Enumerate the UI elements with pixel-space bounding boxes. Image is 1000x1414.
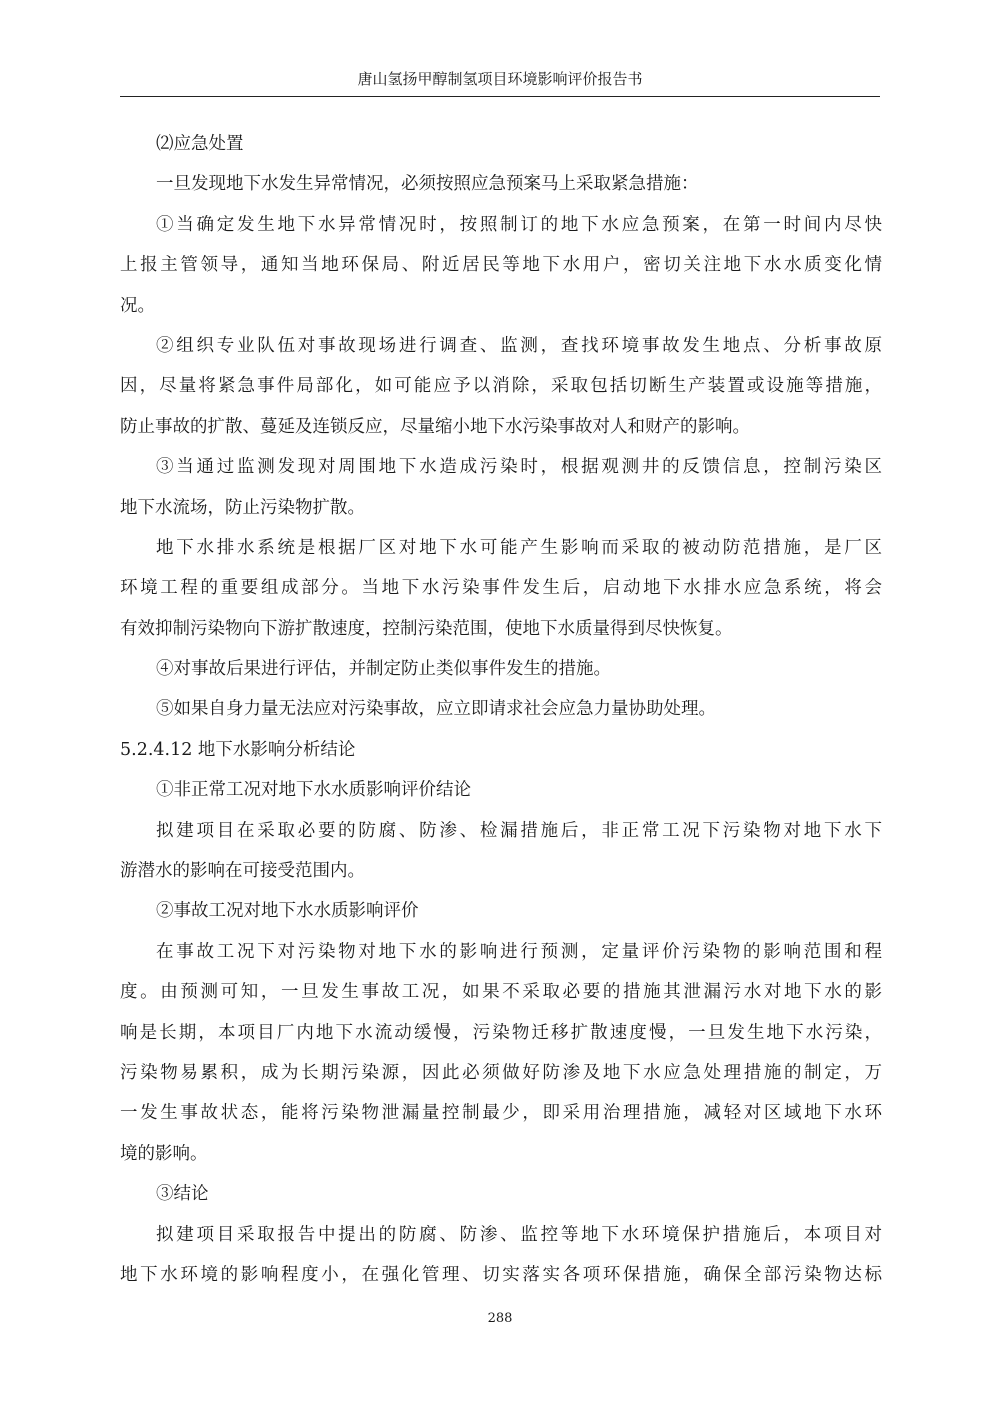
text-line: 度。由预测可知，一旦发生事故工况，如果不采取必要的措施其泄漏污水对地下水的影 [120,982,882,1003]
text-line: ①非正常工况对地下水水质影响评价结论 [156,780,471,801]
text-line: ⑵应急处置 [156,134,244,154]
text-line: 因，尽量将紧急事件局部化，如可能应予以消除，采取包括切断生产装置或设施等措施， [120,376,882,397]
text-line: ②组织专业队伍对事故现场进行调查、监测，查找环境事故发生地点、分析事故原 [156,335,882,356]
page-header-title: 唐山氢扬甲醇制氢项目环境影响评价报告书 [357,70,643,88]
text-line: 上报主管领导，通知当地环保局、附近居民等地下水用户，密切关注地下水水质变化情 [120,255,882,276]
text-line: 有效抑制污染物向下游扩散速度，控制污染范围，使地下水质量得到尽快恢复。 [120,618,733,639]
text-line: 污染物易累积，成为长期污染源，因此必须做好防渗及地下水应急处理措施的制定，万 [120,1062,882,1083]
text-line: 拟建项目采取报告中提出的防腐、防渗、监控等地下水环境保护措施后，本项目对 [156,1224,882,1245]
text-line: 环境工程的重要组成部分。当地下水污染事件发生后，启动地下水排水应急系统，将会 [120,578,882,599]
text-line: ⑤如果自身力量无法应对污染事故，应立即请求社会应急力量协助处理。 [156,699,716,720]
page-number: 288 [487,1311,513,1326]
text-line: 况。 [120,295,155,316]
text-line: 响是长期，本项目厂内地下水流动缓慢，污染物迁移扩散速度慢，一旦发生地下水污染， [120,1022,882,1043]
text-line: ③结论 [156,1184,209,1205]
text-line: ④对事故后果进行评估，并制定防止类似事件发生的措施。 [156,659,611,680]
text-line: 一旦发现地下水发生异常情况，必须按照应急预案马上采取紧急措施： [156,174,699,195]
text-line: 拟建项目在采取必要的防腐、防渗、检漏措施后，非正常工况下污染物对地下水下 [156,820,882,841]
text-line: 地下水排水系统是根据厂区对地下水可能产生影响而采取的被动防范措施，是厂区 [156,537,882,558]
document-body [120,124,882,1295]
text-line: 游潜水的影响在可接受范围内。 [120,861,365,882]
text-line: 5.2.4.12 地下水影响分析结论 [120,739,356,760]
text-line: 境的影响。 [120,1143,208,1164]
text-line: 地下水流场，防止污染物扩散。 [120,497,365,518]
header-divider [120,96,880,97]
text-line: 地下水环境的影响程度小，在强化管理、切实落实各项环保措施，确保全部污染物达标 [120,1264,882,1285]
text-line: 一发生事故状态，能将污染物泄漏量控制最少，即采用治理措施，减轻对区域地下水环 [120,1103,882,1124]
text-line: 防止事故的扩散、蔓延及连锁反应，尽量缩小地下水污染事故对人和财产的影响。 [120,416,750,437]
text-line: ②事故工况对地下水水质影响评价 [156,901,419,922]
text-line: ①当确定发生地下水异常情况时，按照制订的地下水应急预案，在第一时间内尽快 [156,214,882,235]
text-line: 在事故工况下对污染物对地下水的影响进行预测，定量评价污染物的影响范围和程 [156,941,882,962]
text-line: ③当通过监测发现对周围地下水造成污染时，根据观测井的反馈信息，控制污染区 [156,457,882,478]
